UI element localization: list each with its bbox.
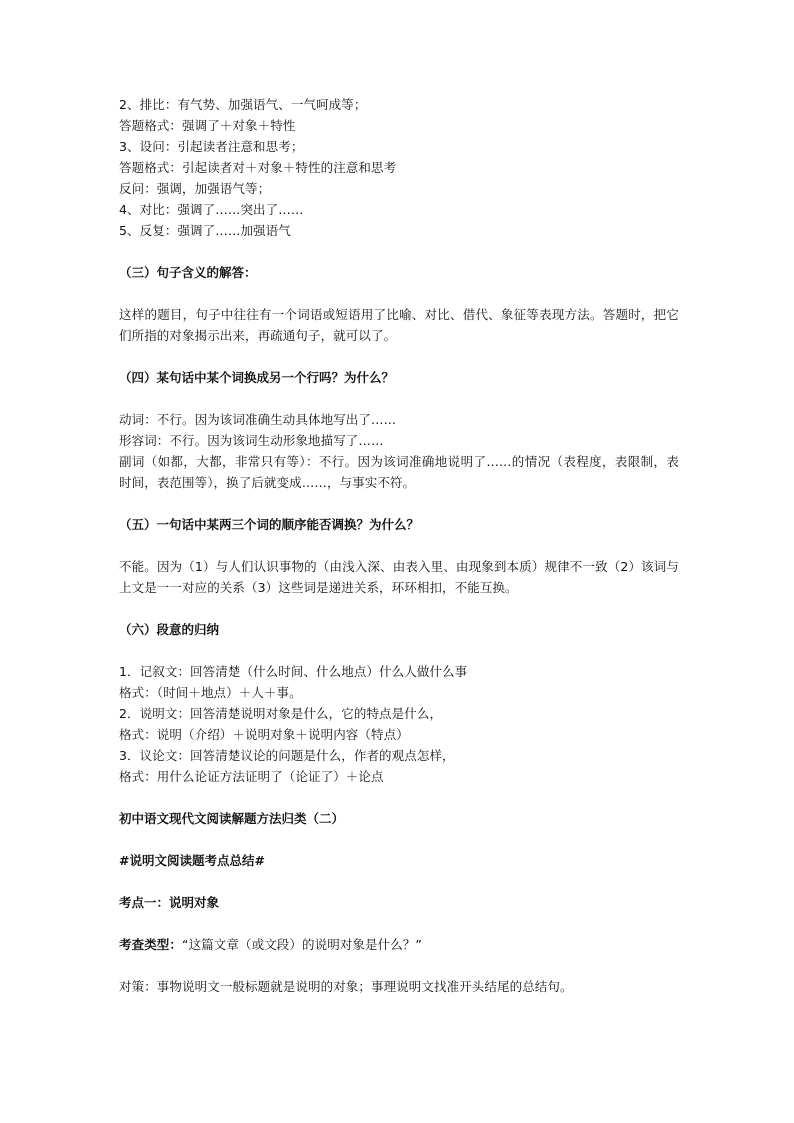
section3-title: （三）句子含义的解答： bbox=[119, 265, 257, 280]
section5-title: （五）一句话中某两三个词的顺序能否调换？为什么？ bbox=[119, 517, 420, 532]
point1-title: 考点一：说明对象 bbox=[119, 895, 220, 910]
part2-title: 初中语文现代文阅读解题方法归类（二） bbox=[119, 811, 345, 826]
section6-narrative: 1．记叙文：回答清楚（什么时间、什么地点）什么人做什么事 bbox=[119, 664, 468, 679]
section5-body: 不能。因为（1）与人们认识事物的（由浅入深、由表入里、由现象到本质）规律不一致（2）该词与上文是一一对应的关系（3）这些词是递进关系，环环相扣，不能互换。 bbox=[119, 559, 679, 595]
section6-argumentative-format: 格式：用什么论证方法证明了（论证了）＋论点 bbox=[119, 769, 384, 784]
section4-verb: 动词：不行。因为该词准确生动具体地写出了…… bbox=[119, 412, 397, 427]
rhetoric-parallelism-format: 答题格式：强调了＋对象＋特性 bbox=[119, 118, 296, 133]
section6-expository-format: 格式：说明（介绍）＋说明对象＋说明内容（特点） bbox=[119, 727, 409, 742]
point1-type-text: “这篇文章（或文段）的说明对象是什么？” bbox=[182, 937, 422, 952]
rhetoric-question-format: 答题格式：引起读者对＋对象＋特性的注意和思考 bbox=[119, 160, 397, 175]
point1-type bbox=[119, 934, 679, 955]
rhetoric-question: 3、设问：引起读者注意和思考； bbox=[119, 139, 304, 154]
rhetoric-parallelism: 2、排比：有气势、加强语气、一气呵成等； bbox=[119, 97, 367, 112]
section6-narrative-format: 格式：（时间＋地点）＋人＋事。 bbox=[119, 685, 302, 700]
document-page bbox=[119, 94, 679, 997]
section6-expository: 2．说明文：回答清楚说明对象是什么，它的特点是什么， bbox=[119, 706, 443, 721]
point1-strategy: 对策：事物说明文一般标题就是说明的对象；事理说明文找准开头结尾的总结句。 bbox=[119, 979, 573, 994]
summary-title: #说明文阅读题考点总结# bbox=[119, 853, 265, 868]
section3-body: 这样的题目，句子中往往有一个词语或短语用了比喻、对比、借代、象征等表现方法。答题时，把它们所指的对象揭示出来，再疏通句子，就可以了。 bbox=[119, 307, 679, 343]
point1-type-label: 考查类型： bbox=[119, 937, 183, 952]
section6-title: （六）段意的归纳 bbox=[119, 622, 220, 637]
section4-adjective: 形容词：不行。因为该词生动形象地描写了…… bbox=[119, 433, 384, 448]
rhetoric-contrast: 4、对比：强调了……突出了…… bbox=[119, 202, 304, 217]
section4-title: （四）某句话中某个词换成另一个行吗？为什么？ bbox=[119, 370, 395, 385]
rhetoric-rhetorical-question: 反问：强调，加强语气等； bbox=[119, 181, 271, 196]
section6-argumentative: 3．议论文：回答清楚议论的问题是什么，作者的观点怎样， bbox=[119, 748, 455, 763]
rhetoric-repetition: 5、反复：强调了……加强语气 bbox=[119, 223, 291, 238]
section4-adverb: 副词（如都，大都，非常只有等）：不行。因为该词准确地说明了……的情况（表程度，表限制，表时间，表范围等），换了后就变成……，与事实不符。 bbox=[119, 454, 679, 490]
